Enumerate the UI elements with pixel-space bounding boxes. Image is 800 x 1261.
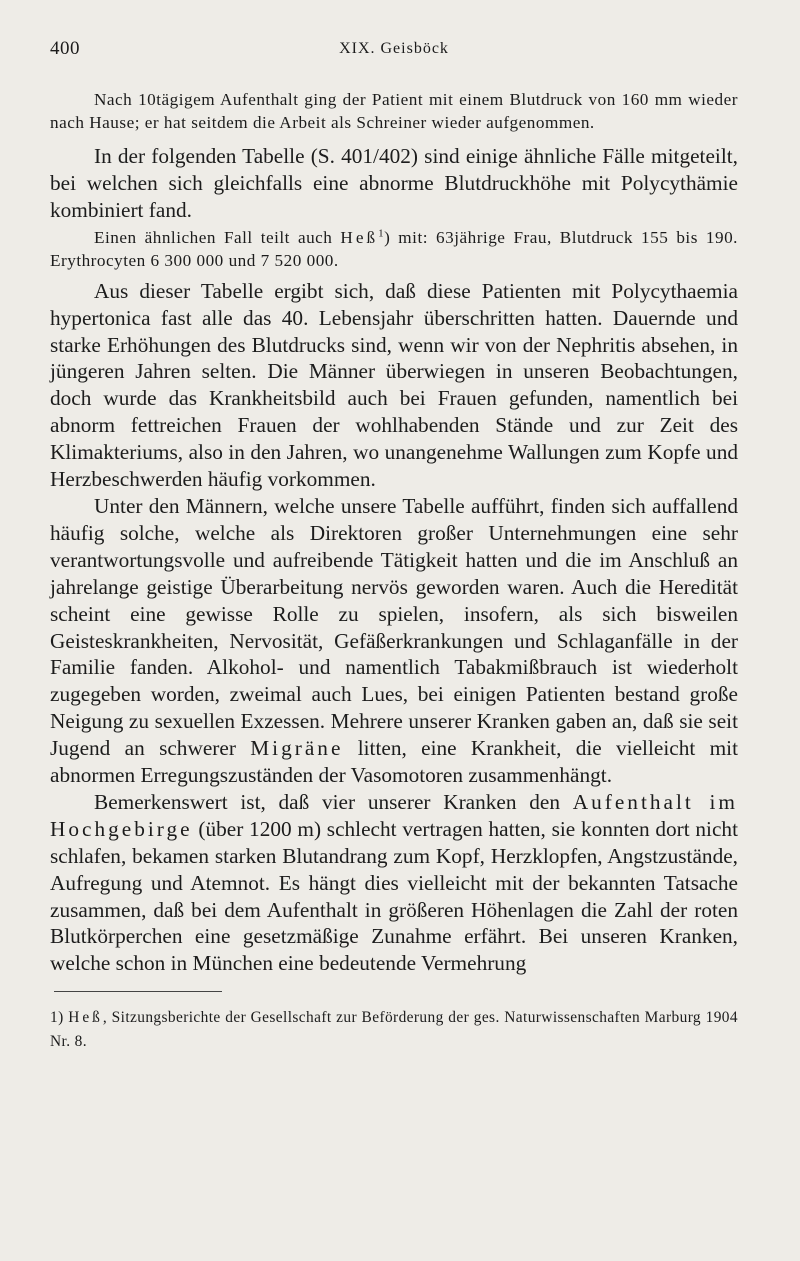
emphasis-migraene: Migräne	[250, 736, 344, 761]
emphasis-hochgebirge: Aufenthalt im Hochgebirge	[50, 789, 738, 841]
page-number: 400	[50, 38, 80, 59]
running-head: XIX. Geisböck	[339, 40, 449, 57]
paragraph-table-intro: In der folgenden Tabelle (S. 401/402) sind einige ähnliche Fälle mitgeteilt, bei welchen sich gleichfalls eine abnorme Blutdruckhöhe mit Polycythämie kombiniert fand.	[50, 144, 738, 222]
book-page	[50, 38, 738, 1053]
author-name: Heß	[340, 227, 379, 247]
footnote-ref: 1	[378, 226, 385, 239]
footnote-divider	[54, 991, 222, 992]
paragraph-men: Unter den Männern, welche unsere Tabelle aufführt, finden sich auffallend häufig solche, welche als Direktoren großer Unternehmungen eine sehr verantwortungsvolle und aufreibende Tätigkeit hatten und die im Anschluß an jahrelange geistige Überarbeitung nervös geworden waren. Auch die Heredität scheint eine gewisse Rolle zu spielen, insofern, als sich bisweilen Geisteskrankheiten, Nervosität, Gefäßerkrankungen und Schlaganfälle in der Familie fanden. Alkohol- und namentlich Tabakmißbrauch ist wiederholt zugegeben worden, zweimal auch Lues, bei einigen Patienten bestand große Neigung zu sexuellen Exzessen. Mehrere unserer Kranken gaben an, daß sie seit Jugend an schwerer Migräne litten, eine Krankheit, die vielleicht mit abnormen Erregungszuständen der Vasomotoren zusammenhängt.	[50, 493, 738, 788]
paragraph-altitude: Bemerkenswert ist, daß vier unserer Kranken den Aufenthalt im Hochgebirge (über 1200 m) schlecht vertragen hatten, sie konnten dort nicht schlafen, bekamen starken Blutandrang zum Kopf, Herzklopfen, Angstzustände, Aufregung und Atemnot. Es hängt dies vielleicht mit der bekannten Tatsache zusammen, daß bei dem Aufenthalt in größeren Höhenlagen die Zahl der roten Blutkörperchen eine gesetzmäßige Zunahme erfährt. Bei unseren Kranken, welche schon in München eine bedeutende Vermehrung	[50, 789, 738, 976]
paragraph-case-end: Nach 10tägigem Aufenthalt ging der Patient mit einem Blutdruck von 160 mm wieder nach Hause; er hat seitdem die Arbeit als Schreiner wieder aufgenommen.	[50, 90, 738, 132]
paragraph-hess-note: Einen ähnlichen Fall teilt auch Heß$^1$) mit: 63jährige Frau, Blutdruck 155 bis 190. Erythrocyten 6 300 000 und 7 520 000.	[50, 226, 738, 270]
paragraph-age: Aus dieser Tabelle ergibt sich, daß diese Patienten mit Polycythaemia hypertonica fast alle das 40. Lebensjahr überschritten hatten. Dauernde und starke Erhöhungen des Blutdrucks sind, wenn wir von der Nephritis absehen, in jüngeren Jahren selten. Die Männer überwiegen in unseren Beobachtungen, doch wurde das Krankheitsbild auch bei Frauen gefunden, namentlich bei abnorm fettreichen Frauen der wohlhabenden Stände und zur Zeit des Klimakteriums, also in den Jahren, wo unangenehme Wallungen zum Kopfe und Herzbeschwerden häufig vorkommen.	[50, 278, 738, 492]
footnote-author: Heß	[68, 1009, 103, 1027]
page-header	[50, 38, 738, 66]
footnote: 1) Heß, Sitzungsberichte der Gesellschaft zur Beförderung der ges. Naturwissenschaften Marburg 1904 Nr. 8.	[50, 1009, 738, 1050]
